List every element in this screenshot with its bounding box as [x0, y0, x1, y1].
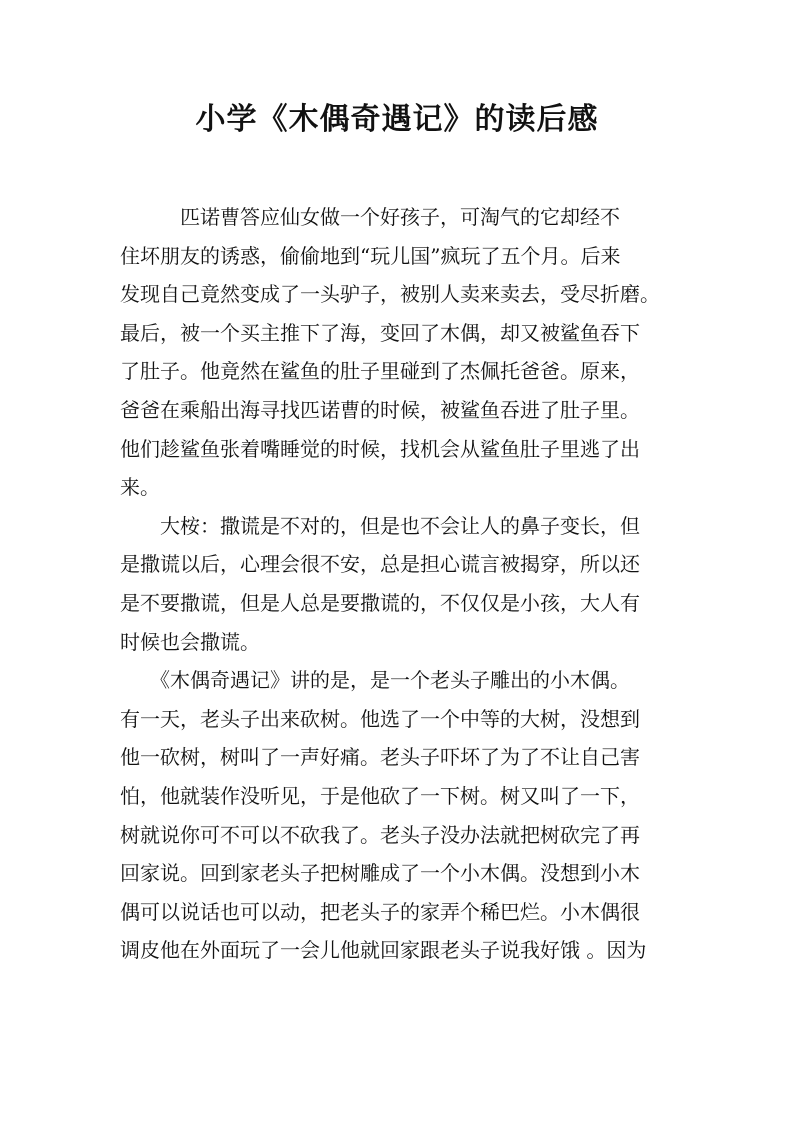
text-line: 大桉：撒谎是不对的，但是也不会让人的鼻子变长，但 [120, 513, 640, 538]
text-line: 住坏朋友的诱惑，偷偷地到“玩儿国”疯玩了五个月。后来 [120, 243, 621, 268]
text-line: 是不要撒谎，但是人总是要撒谎的，不仅仅是小孩，大人有 [120, 590, 640, 615]
text-line: 调皮他在外面玩了一会儿他就回家跟老头子说我好饿 。因为 [120, 938, 647, 963]
text-line: 回家说。回到家老头子把树雕成了一个小木偶。没想到小木 [120, 861, 640, 886]
text-line: 最后，被一个买主推下了海，变回了木偶，却又被鲨鱼吞下 [120, 320, 640, 345]
text-line: 怕，他就装作没听见，于是他砍了一下树。树又叫了一下， [120, 783, 640, 808]
text-line: 树就说你可不可以不砍我了。老头子没办法就把树砍完了再 [120, 822, 640, 847]
text-line: 来。 [120, 475, 160, 500]
text-line: 发现自己竟然变成了一头驴子，被别人卖来卖去，受尽折磨。 [120, 282, 660, 307]
text-line: 有一天，老头子出来砍树。他选了一个中等的大树，没想到 [120, 706, 640, 731]
document-body [120, 198, 690, 970]
text-line: 匹诺曹答应仙女做一个好孩子，可淘气的它却经不 [120, 205, 620, 229]
text-line: 偶可以说话也可以动，把老头子的家弄个稀巴烂。小木偶很 [120, 899, 640, 924]
text-line: 《木偶奇遇记》讲的是，是一个老头子雕出的小木偶。 [120, 668, 630, 693]
text-line: 他一砍树，树叫了一声好痛。老头子吓坏了为了不让自己害 [120, 745, 640, 770]
text-line: 时候也会撒谎。 [120, 629, 260, 654]
text-line: 是撒谎以后，心理会很不安，总是担心谎言被揭穿，所以还 [120, 552, 640, 577]
text-line: 了肚子。他竟然在鲨鱼的肚子里碰到了杰佩托爸爸。原来， [120, 359, 640, 384]
page-title: 小学《木偶奇遇记》的读后感 [195, 102, 599, 137]
text-line: 他们趁鲨鱼张着嘴睡觉的时候，找机会从鲨鱼肚子里逃了出 [120, 436, 640, 461]
text-line: 爸爸在乘船出海寻找匹诺曹的时候，被鲨鱼吞进了肚子里。 [120, 397, 640, 422]
